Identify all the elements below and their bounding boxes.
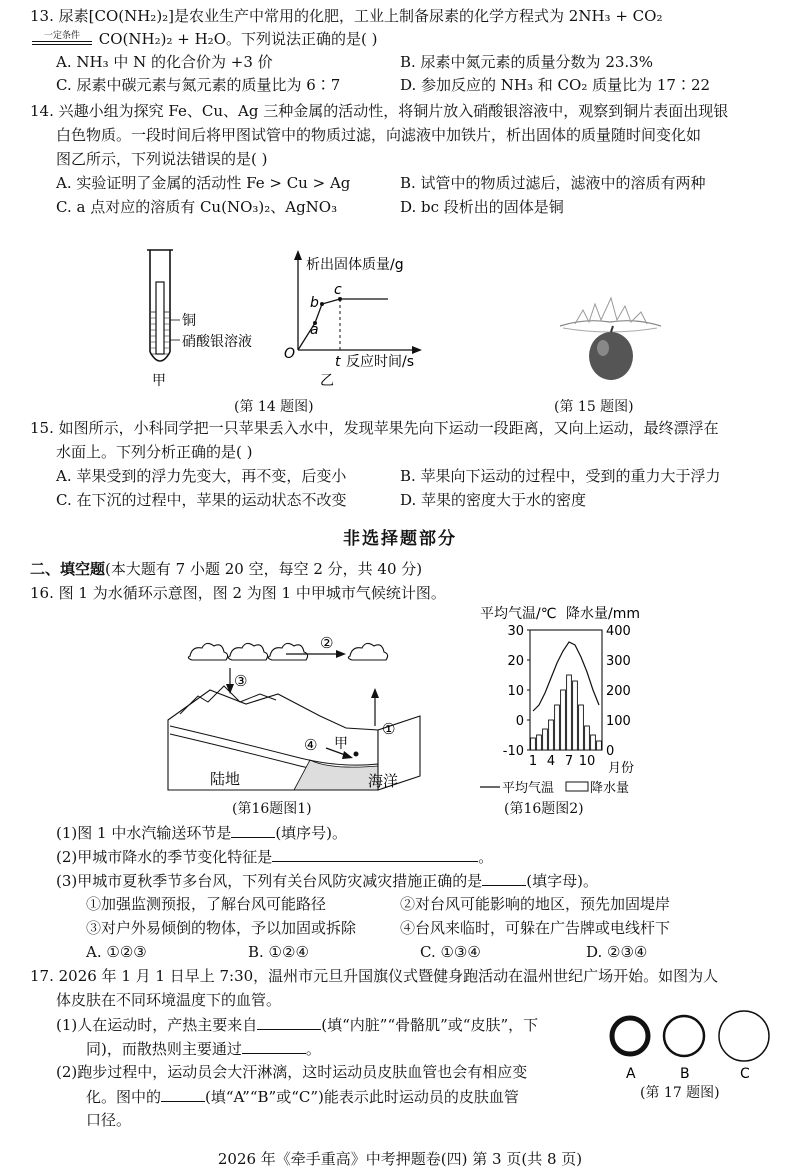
- q17-stem-1: 17. 2026 年 1 月 1 日早上 7:30，温州市元旦升国旗仪式暨健身跑活动在温州世纪广场开始。如图为人: [30, 967, 719, 985]
- q14-option-b: B. 试管中的物质过滤后，滤液中的溶质有两种: [400, 174, 706, 192]
- q17-p2b: [86, 1086, 519, 1107]
- page-footer: 2026 年《牵手重高》中考押题卷(四) 第 3 页(共 8 页): [217, 1150, 583, 1168]
- chart-bars: [531, 675, 602, 750]
- q15-option-c: C. 在下沉的过程中，苹果的运动状态不改变: [56, 491, 347, 509]
- precip-bar-6: [561, 690, 566, 750]
- q14-figures: [130, 220, 430, 392]
- label-ocean: 海洋: [368, 772, 399, 790]
- precip-bar-5: [555, 705, 560, 750]
- label-step-2: ②: [320, 634, 334, 652]
- section2-note: (本大题有 7 小题 20 空，每空 2 分，共 40 分): [105, 560, 423, 578]
- chart-frame: [530, 630, 602, 750]
- blood-vessel-diagram: [606, 1010, 776, 1090]
- q16-choice-1: ①加强监测预报，了解台风可能路径: [86, 895, 327, 913]
- point-b: b: [310, 295, 319, 311]
- q16-option-b: B. ①②④: [248, 943, 309, 961]
- water-cycle-diagram: [150, 630, 440, 800]
- q16-option-a: A. ①②③: [86, 943, 147, 961]
- blank-q16-2[interactable]: [272, 846, 478, 862]
- q16-p3: [56, 870, 598, 891]
- precip-bar-3: [543, 729, 548, 750]
- vessel-c: [719, 1011, 769, 1061]
- apple-splash-illustration: [555, 292, 665, 392]
- q17-p2c: 口径。: [86, 1111, 132, 1129]
- q16-option-d: D. ②③④: [586, 943, 648, 961]
- legend-temperature: 平均气温: [502, 781, 555, 796]
- q16-p3-end: (填字母)。: [526, 872, 598, 890]
- y-left-tick-0: 0: [515, 714, 524, 729]
- graph-x-label: 反应时间/s: [346, 354, 415, 370]
- y-right-tick-0: 0: [606, 744, 615, 759]
- q16-p2: [56, 846, 493, 867]
- q16-stem: 16. 图 1 为水循环示意图，图 2 为图 1 中甲城市气候统计图。: [30, 584, 446, 602]
- q17-p1b: [86, 1038, 321, 1059]
- precip-bar-7: [567, 675, 572, 750]
- label-city-jia: 甲: [334, 736, 348, 752]
- q17-p2b-end: (填“A”“B”或“C”)能表示此时运动员的皮肤血管: [205, 1088, 519, 1106]
- q17-p1a-end: (填“内脏”“骨骼肌”或“皮肤”，下: [321, 1016, 539, 1034]
- section2-heading-line: [30, 559, 422, 579]
- q16-p1-end: (填序号)。: [275, 824, 348, 842]
- q13-stem-2: CO(NH₂)₂ + H₂O。下列说法正确的是( ): [98, 30, 378, 48]
- y-left-tick--10: -10: [502, 744, 524, 759]
- q14-caption: (第 14 题图): [234, 399, 314, 415]
- precip-bar-12: [597, 741, 602, 750]
- q14-stem-1: 14. 兴趣小组为探究 Fe、Cu、Ag 三种金属的活动性，将铜片放入硝酸银溶液中，观察到铜片表面出现银: [30, 102, 729, 120]
- q15-option-a: A. 苹果受到的浮力先变大，再不变，后变小: [56, 467, 347, 485]
- q17-caption: (第 17 题图): [640, 1085, 720, 1101]
- q13-option-b: B. 尿素中氮元素的质量分数为 23.3%: [400, 53, 653, 71]
- blank-q17-1[interactable]: [257, 1014, 321, 1030]
- q16-choice-4: ④台风来临时，可躲在广告牌或电线杆下: [400, 919, 671, 937]
- q13-stem-2-line: [30, 29, 377, 49]
- y-right-tick-300: 300: [606, 654, 631, 669]
- precip-bar-9: [579, 705, 584, 750]
- label-copper: 铜: [182, 313, 196, 329]
- q16-option-c: C. ①③④: [420, 943, 481, 961]
- q14-stem-2: 白色物质。一段时间后将甲图试管中的物质过滤，向滤液中加铁片，析出固体的质量随时间变化如: [56, 126, 702, 144]
- q16-p1-text: (1)图 1 中水汽输送环节是: [56, 824, 232, 842]
- q17-p2b-text: 化。图中的: [86, 1088, 162, 1106]
- q15-caption: (第 15 题图): [554, 399, 634, 415]
- label-step-1: ①: [382, 720, 396, 738]
- label-vessel-a: A: [626, 1066, 636, 1082]
- copper-strip: [156, 282, 164, 354]
- q16-choice-3: ③对户外易倾倒的物体，予以加固或拆除: [86, 919, 357, 937]
- section2-heading: 二、填空题: [30, 560, 106, 578]
- test-tube-diagram: [147, 250, 252, 389]
- label-vessel-c: C: [740, 1066, 750, 1082]
- q16-p2-text: (2)甲城市降水的季节变化特征是: [56, 848, 273, 866]
- y-right-tick-200: 200: [606, 684, 631, 699]
- q13-option-a: A. NH₃ 中 N 的化合价为 +3 价: [56, 53, 273, 71]
- precip-bar-4: [549, 720, 554, 750]
- precip-bar-10: [585, 726, 590, 750]
- q16-p2-end: 。: [478, 848, 494, 866]
- precip-bar-11: [591, 735, 596, 750]
- fig2-caption: (第16题图2): [504, 801, 584, 817]
- x-tick-10: 10: [578, 754, 596, 769]
- section-title: 非选择题部分: [343, 529, 457, 549]
- q14-option-d: D. bc 段析出的固体是铜: [400, 198, 564, 216]
- blank-q17-2[interactable]: [242, 1038, 306, 1054]
- graph-y-label: 析出固体质量/g: [306, 257, 404, 273]
- apple: [589, 332, 633, 380]
- point-c: c: [334, 282, 342, 298]
- graph-t: t: [335, 354, 341, 370]
- q17-stem-2: 体皮肤在不同环境温度下的血管。: [56, 991, 282, 1009]
- q16-p1: [56, 822, 347, 843]
- q17-p1b-text: 同)，而散热则主要通过: [86, 1040, 242, 1058]
- q13-option-c: C. 尿素中碳元素与氮元素的质量比为 6∶7: [56, 76, 341, 94]
- q17-p2a: (2)跑步过程中，运动员会大汗淋漓，这时运动员皮肤血管也会有相应变: [56, 1063, 528, 1081]
- climate-chart: [470, 600, 650, 800]
- label-land: 陆地: [210, 770, 241, 788]
- reaction-condition-arrow: [30, 29, 94, 49]
- q16-choice-2: ②对台风可能影响的地区，预先加固堤岸: [400, 895, 671, 913]
- q17-p1a: [56, 1014, 538, 1035]
- reaction-condition: 一定条件: [43, 31, 80, 41]
- vessel-b: [664, 1016, 704, 1056]
- vessel-a: [612, 1018, 648, 1054]
- legend-bar-swatch: [566, 782, 588, 791]
- x-tick-1: 1: [528, 754, 538, 769]
- q15-stem-2: 水面上。下列分析正确的是( ): [56, 443, 253, 461]
- precip-bar-2: [537, 735, 542, 750]
- y-left-tick-30: 30: [507, 624, 524, 639]
- q14-option-c: C. a 点对应的溶质有 Cu(NO₃)₂、AgNO₃: [56, 198, 338, 216]
- graph-origin: O: [284, 346, 296, 362]
- y-left-tick-10: 10: [507, 684, 524, 699]
- q13-option-d: D. 参加反应的 NH₃ 和 CO₂ 质量比为 17∶22: [400, 76, 711, 94]
- chart-x-label: 月份: [608, 761, 635, 776]
- temperature-line: [533, 642, 599, 711]
- y-right-tick-100: 100: [606, 714, 631, 729]
- x-tick-7: 7: [564, 754, 574, 769]
- clouds: [188, 643, 387, 660]
- label-yi: 乙: [320, 373, 334, 389]
- q17-p1b-end: 。: [305, 1040, 321, 1058]
- label-jia: 甲: [152, 373, 166, 389]
- chart-y-right-label: 降水量/mm: [566, 606, 640, 622]
- point-a: a: [310, 322, 319, 338]
- x-tick-4: 4: [546, 754, 556, 769]
- blank-q16-1[interactable]: [231, 822, 275, 838]
- label-vessel-b: B: [680, 1066, 690, 1082]
- fig1-caption: (第16题图1): [232, 801, 312, 817]
- precip-bar-1: [531, 738, 536, 750]
- q13-stem-1: 13. 尿素[CO(NH₂)₂]是农业生产中常用的化肥，工业上制备尿素的化学方程式为 2NH₃ + CO₂: [30, 7, 663, 25]
- y-right-tick-400: 400: [606, 624, 631, 639]
- q14-option-a: A. 实验证明了金属的活动性 Fe > Cu > Ag: [56, 174, 351, 192]
- chart-y-left-label: 平均气温/℃: [480, 606, 557, 622]
- q15-option-b: B. 苹果向下运动的过程中，受到的重力大于浮力: [400, 467, 721, 485]
- legend-precipitation: 降水量: [590, 781, 630, 796]
- q15-stem-1: 15. 如图所示，小科同学把一只苹果丢入水中，发现苹果先向下运动一段距离，又向上运动，最终漂浮在: [30, 419, 719, 437]
- blank-q16-3[interactable]: [482, 870, 526, 886]
- label-step-3: ③: [234, 672, 248, 690]
- blank-q17-3[interactable]: [161, 1086, 205, 1102]
- label-silver-nitrate: 硝酸银溶液: [182, 334, 252, 350]
- y-left-tick-20: 20: [507, 654, 524, 669]
- precip-bar-8: [573, 681, 578, 750]
- q14-stem-3: 图乙所示，下列说法错误的是( ): [56, 150, 268, 168]
- q15-option-d: D. 苹果的密度大于水的密度: [400, 491, 587, 509]
- label-step-4: ④: [304, 736, 318, 754]
- q16-p3-text: (3)甲城市夏秋季节多台风，下列有关台风防灾减灾措施正确的是: [56, 872, 483, 890]
- mass-time-graph: [284, 250, 422, 389]
- q17-p1a-text: (1)人在运动时，产热主要来自: [56, 1016, 258, 1034]
